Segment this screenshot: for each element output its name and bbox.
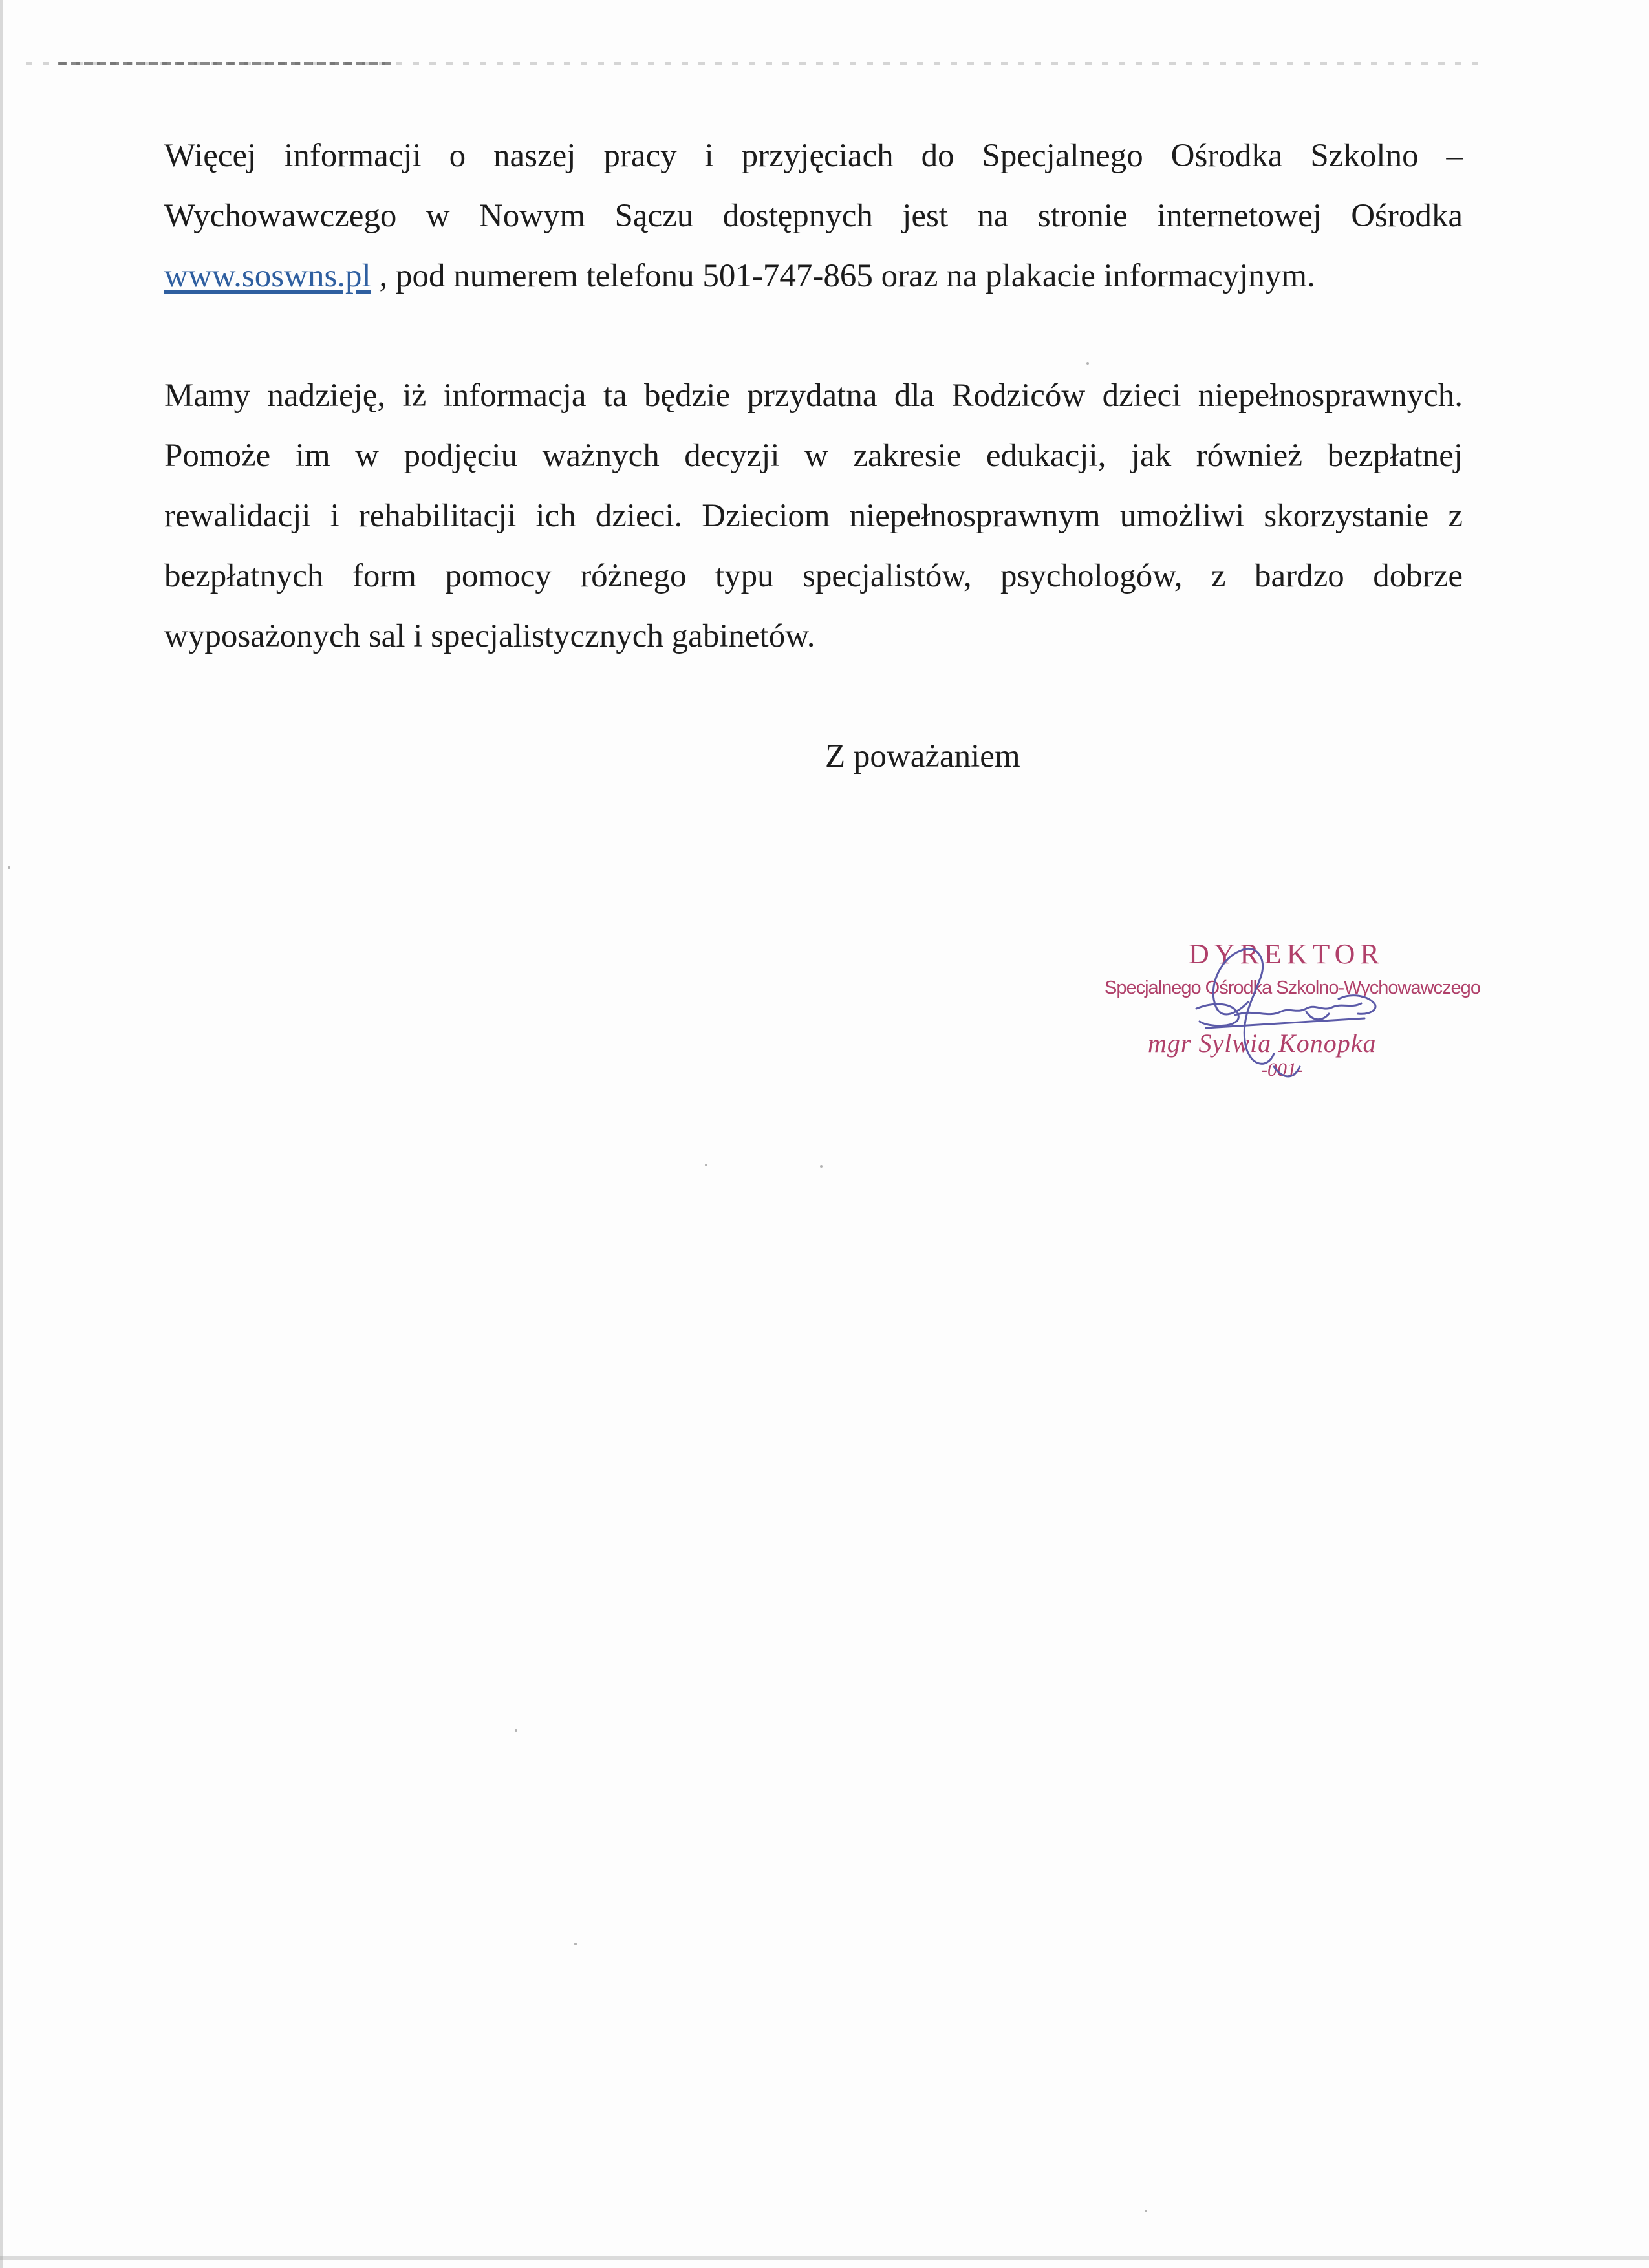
- scan-speck: [1145, 2210, 1147, 2212]
- paragraph-line: wyposażonych sal i specjalistycznych gabinetów.: [164, 618, 815, 654]
- paragraph-line: [164, 246, 1463, 306]
- scan-bottom-edge: [0, 2256, 1649, 2260]
- stamp-organization: Specjalnego Ośrodka Szkolno-Wychowawczego: [1105, 978, 1480, 998]
- contact-text: , pod numerem telefonu 501-747-865 oraz na plakacie informacyjnym.: [371, 258, 1315, 294]
- handwritten-signature: [1145, 931, 1481, 1099]
- closing-salutation: Z poważaniem: [825, 738, 1020, 775]
- paragraph-line: Pomoże im w podjęciu ważnych decyzji w zakresie edukacji, jak również bezpłatnej: [164, 438, 1463, 474]
- paragraph-line: Mamy nadzieję, iż informacja ta będzie przydatna dla Rodziców dzieci niepełnosprawnych.: [164, 378, 1463, 414]
- paragraph-line: bezpłatnych form pomocy różnego typu specjalistów, psychologów, z bardzo dobrze: [164, 558, 1463, 594]
- website-link[interactable]: www.soswns.pl: [164, 258, 371, 294]
- paragraph-line: rewalidacji i rehabilitacji ich dzieci. Dzieciom niepełnosprawnym umożliwi skorzystanie z: [164, 498, 1463, 534]
- stamp-title: DYREKTOR: [1189, 938, 1385, 970]
- scan-speck: [705, 1164, 707, 1166]
- paragraph-purpose: [164, 366, 1463, 667]
- paragraph-line: Więcej informacji o naszej pracy i przyjęciach do Specjalnego Ośrodka Szkolno –: [164, 138, 1463, 174]
- paragraph-contact-info: [164, 126, 1463, 306]
- scan-speck: [1086, 362, 1089, 365]
- scan-speck: [8, 866, 10, 869]
- scan-speck: [574, 1943, 577, 1945]
- stamp-code: -001-: [1261, 1059, 1303, 1080]
- scan-top-edge-dark: [58, 62, 394, 65]
- scan-speck: [820, 1165, 823, 1168]
- scan-speck: [515, 1729, 517, 1732]
- paragraph-line: Wychowawczego w Nowym Sączu dostępnych jest na stronie internetowej Ośrodka: [164, 198, 1463, 234]
- scan-left-edge: [0, 0, 3, 2268]
- stamp-name: mgr Sylwia Konopka: [1148, 1029, 1377, 1058]
